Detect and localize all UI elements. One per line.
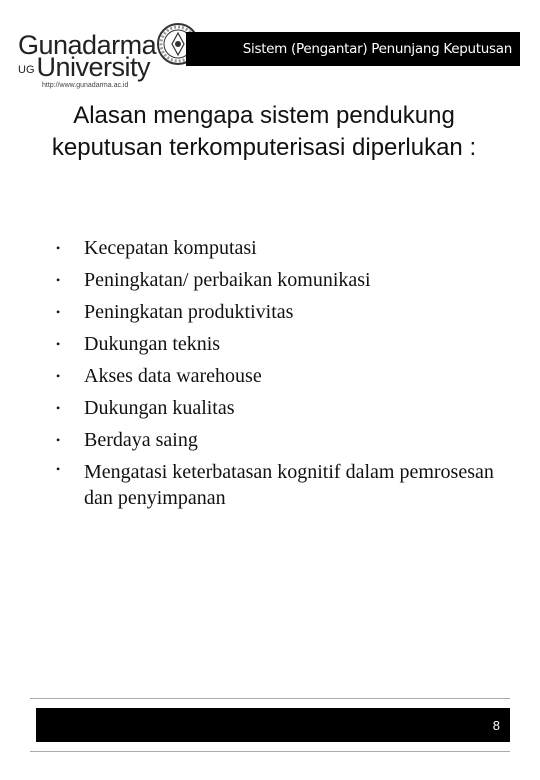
list-item: • Peningkatan/ perbaikan komunikasi: [56, 264, 496, 296]
bullet-icon: •: [56, 401, 61, 415]
footer-divider-top: [30, 698, 510, 699]
bullet-list: [56, 232, 496, 511]
bullet-icon: •: [56, 305, 61, 319]
bullet-icon: •: [56, 241, 61, 255]
list-item: • Dukungan kualitas: [56, 392, 496, 424]
logo-url: http://www.gunadarma.ac.id: [42, 82, 129, 89]
page-number: 8: [492, 717, 500, 733]
list-item: • Kecepatan komputasi: [56, 232, 496, 264]
footer-divider-bottom: [30, 751, 510, 752]
slide-title: Alasan mengapa sistem pendukung keputusan terkomputerisasi diperlukan :: [51, 102, 477, 161]
footer-bar: [36, 708, 510, 742]
logo-university: [18, 52, 150, 83]
bullet-icon: •: [56, 273, 61, 287]
bullet-icon: •: [56, 433, 61, 447]
list-item: • Peningkatan produktivitas: [56, 296, 496, 328]
logo-university-text: University: [36, 52, 151, 82]
bullet-icon: •: [56, 369, 61, 383]
header-bar: [186, 32, 520, 66]
list-item: • Mengatasi keterbatasan kognitif dalam pemrosesan dan penyimpanan: [56, 456, 496, 511]
bullet-icon: •: [56, 337, 61, 351]
logo-name: Gunadarma: [18, 30, 157, 60]
gunadarma-logo: [18, 22, 198, 90]
list-item: • Dukungan teknis: [56, 328, 496, 360]
list-item: • Berdaya saing: [56, 424, 496, 456]
logo-prefix: UG: [18, 64, 35, 76]
list-item: • Akses data warehouse: [56, 360, 496, 392]
bullet-icon: •: [56, 462, 61, 476]
header-title: Sistem (Pengantar) Penunjang Keputusan: [242, 41, 512, 57]
